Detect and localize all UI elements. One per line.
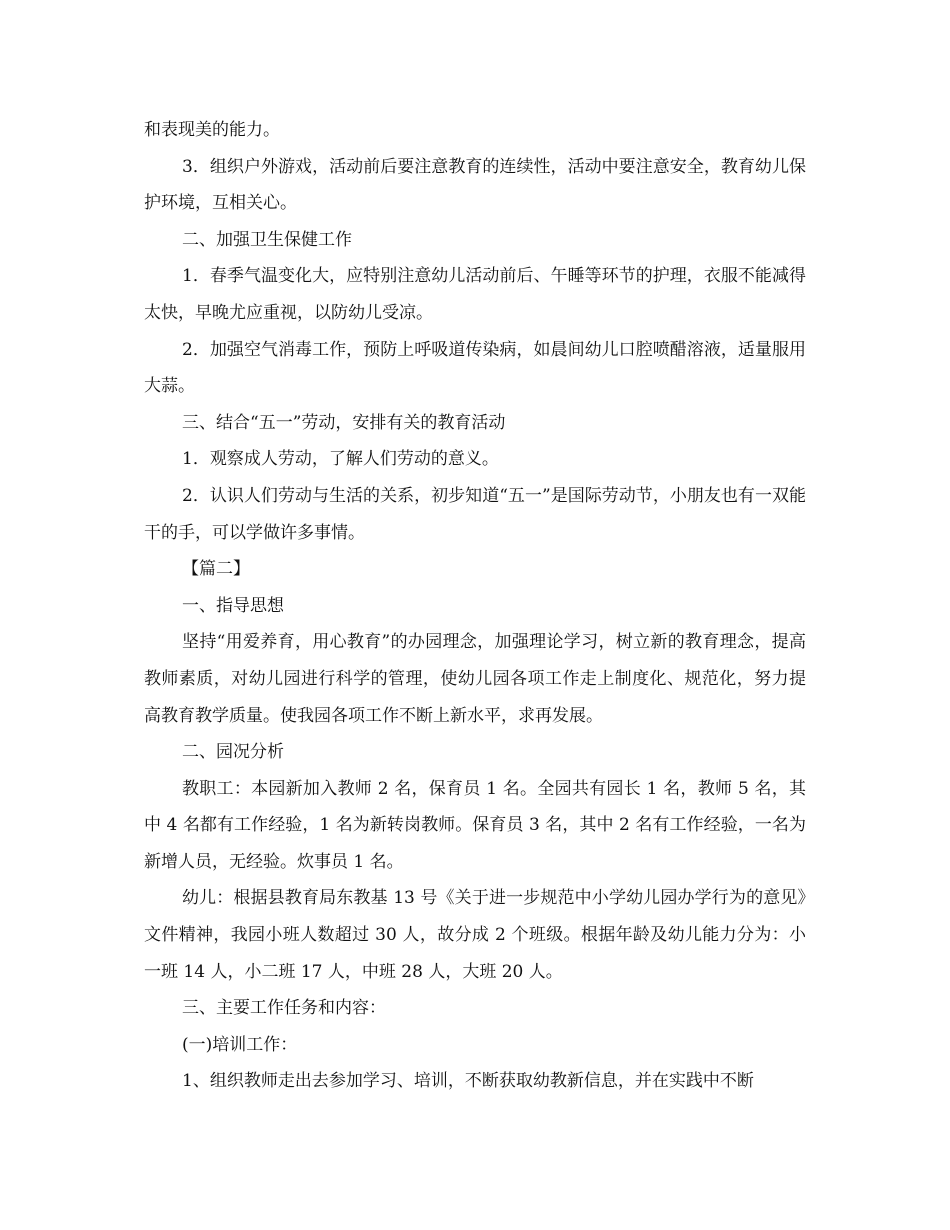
paragraph: (一)培训工作：	[182, 1034, 298, 1055]
paragraph: 1．春季气温变化大，应特别注意幼儿活动前后、午睡等环节的护理，衣服不能减得太快，早晚尤应重视，以防幼儿受凉。	[144, 266, 806, 323]
paragraph: 二、加强卫生保健工作	[182, 229, 352, 250]
paragraph: 一、指导思想	[182, 595, 284, 616]
paragraph: 2．加强空气消毒工作，预防上呼吸道传染病，如晨间幼儿口腔喷醋溶液，适量服用大蒜。	[144, 339, 806, 397]
paragraph: 1、组织教师走出去参加学习、培训，不断获取幼教新信息，并在实践中不断	[182, 1071, 754, 1092]
paragraph: 三、主要工作任务和内容：	[182, 998, 386, 1019]
paragraph: 教职工：本园新加入教师 2 名，保育员 1 名。全园共有园长 1 名，教师 5 名，其中 4 名都有工作经验，1 名为新转岗教师。保育员 3 名，其中 2 名有工作经验，一名为新增人员，无经验。炊事员 1 名。	[144, 778, 806, 872]
paragraph: 【篇二】	[182, 559, 250, 580]
paragraph: 坚持“用爱养育，用心教育”的办园理念，加强理论学习，树立新的教育理念，提高教师素质，对幼儿园进行科学的管理，使幼儿园各项工作走上制度化、规范化，努力提高教育教学质量。使我园各项工作不断上新水平，求再发展。	[144, 632, 806, 726]
paragraph: 三、结合“五一”劳动，安排有关的教育活动	[182, 412, 506, 433]
document-body	[144, 112, 806, 1100]
paragraph: 二、园况分析	[182, 742, 284, 763]
paragraph: 幼儿：根据县教育局东教基 13 号《关于进一步规范中小学幼儿园办学行为的意见》文件精神，我园小班人数超过 30 人，故分成 2 个班级。根据年龄及幼儿能力分为：小一班 14 人，小二班 17 人，中班 28 人，大班 20 人。	[144, 888, 806, 982]
paragraph: 和表现美的能力。	[144, 120, 280, 140]
paragraph: 3．组织户外游戏，活动前后要注意教育的连续性，活动中要注意安全，教育幼儿保护环境，互相关心。	[144, 156, 806, 214]
paragraph: 1．观察成人劳动，了解人们劳动的意义。	[182, 449, 499, 470]
paragraph: 2．认识人们劳动与生活的关系，初步知道“五一”是国际劳动节，小朋友也有一双能干的手，可以学做许多事情。	[144, 485, 806, 543]
